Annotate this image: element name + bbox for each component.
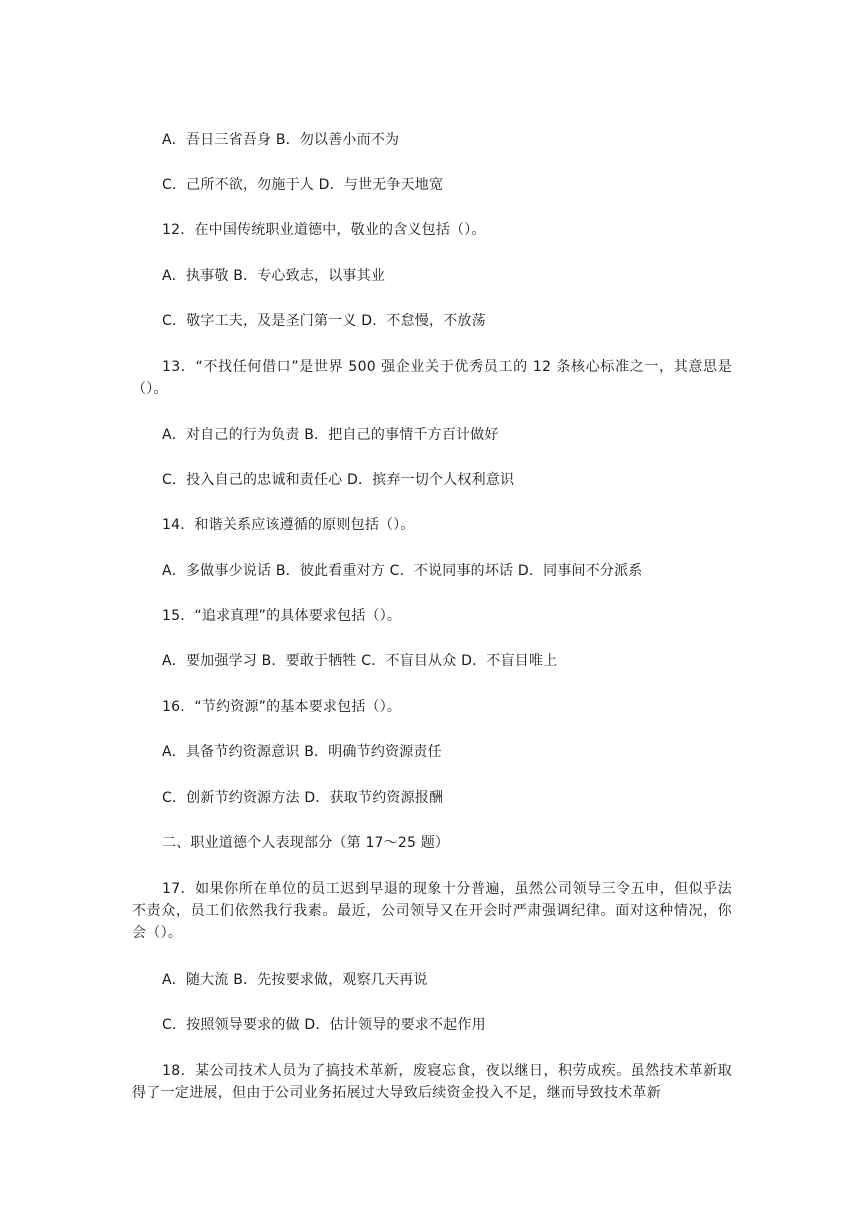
- q16-options-ab: A．具备节约资源意识 B．明确节约资源责任: [162, 744, 442, 760]
- question-15: 15．“追求真理”的具体要求包括（）。: [162, 608, 402, 624]
- q11-options-cd: C．己所不欲，勿施于人 D．与世无争天地宽: [162, 177, 444, 193]
- question-18: 18．某公司技术人员为了搞技术革新，废寝忘食，夜以继日，积劳成疾。虽然技术革新取得了一定进展，但由于公司业务拓展过大导致后续资金投入不足，继而导致技术革新: [132, 1063, 732, 1101]
- section-heading: 二、职业道德个人表现部分（第 17～25 题）: [162, 835, 450, 851]
- question-17: 17．如果你所在单位的员工迟到早退的现象十分普遍，虽然公司领导三令五申，但似乎法不责众，员工们依然我行我素。最近，公司领导又在开会时严肃强调纪律。面对这种情况，你会（）。: [132, 881, 732, 941]
- q15-options: A．要加强学习 B．要敢于牺牲 C．不盲目从众 D．不盲目唯上: [162, 653, 558, 669]
- q12-options-cd: C．敬字工夫，及是圣门第一义 D．不怠慢，不放荡: [162, 313, 486, 329]
- q17-options-cd: C．按照领导要求的做 D．估计领导的要求不起作用: [162, 1017, 486, 1033]
- question-16: 16．“节约资源”的基本要求包括（）。: [162, 699, 402, 715]
- question-12: 12．在中国传统职业道德中，敬业的含义包括（）。: [162, 222, 486, 238]
- q14-options: A．多做事少说话 B．彼此看重对方 C．不说同事的坏话 D．同事间不分派系: [162, 563, 643, 579]
- q13-options-cd: C．投入自己的忠诚和责任心 D．摈弃一切个人权利意识: [162, 472, 515, 488]
- q11-options-ab: A．吾日三省吾身 B．勿以善小而不为: [162, 132, 400, 148]
- question-13: 13．“不找任何借口”是世界 500 强企业关于优秀员工的 12 条核心标准之一，其意思是（）。: [132, 359, 732, 397]
- q16-options-cd: C．创新节约资源方法 D．获取节约资源报酬: [162, 790, 444, 806]
- question-14: 14．和谐关系应该遵循的原则包括（）。: [162, 517, 415, 533]
- q12-options-ab: A．执事敬 B．专心致志，以事其业: [162, 268, 386, 284]
- q13-options-ab: A．对自己的行为负责 B．把自己的事情千方百计做好: [162, 427, 499, 443]
- q17-options-ab: A．随大流 B．先按要求做，观察几天再说: [162, 972, 428, 988]
